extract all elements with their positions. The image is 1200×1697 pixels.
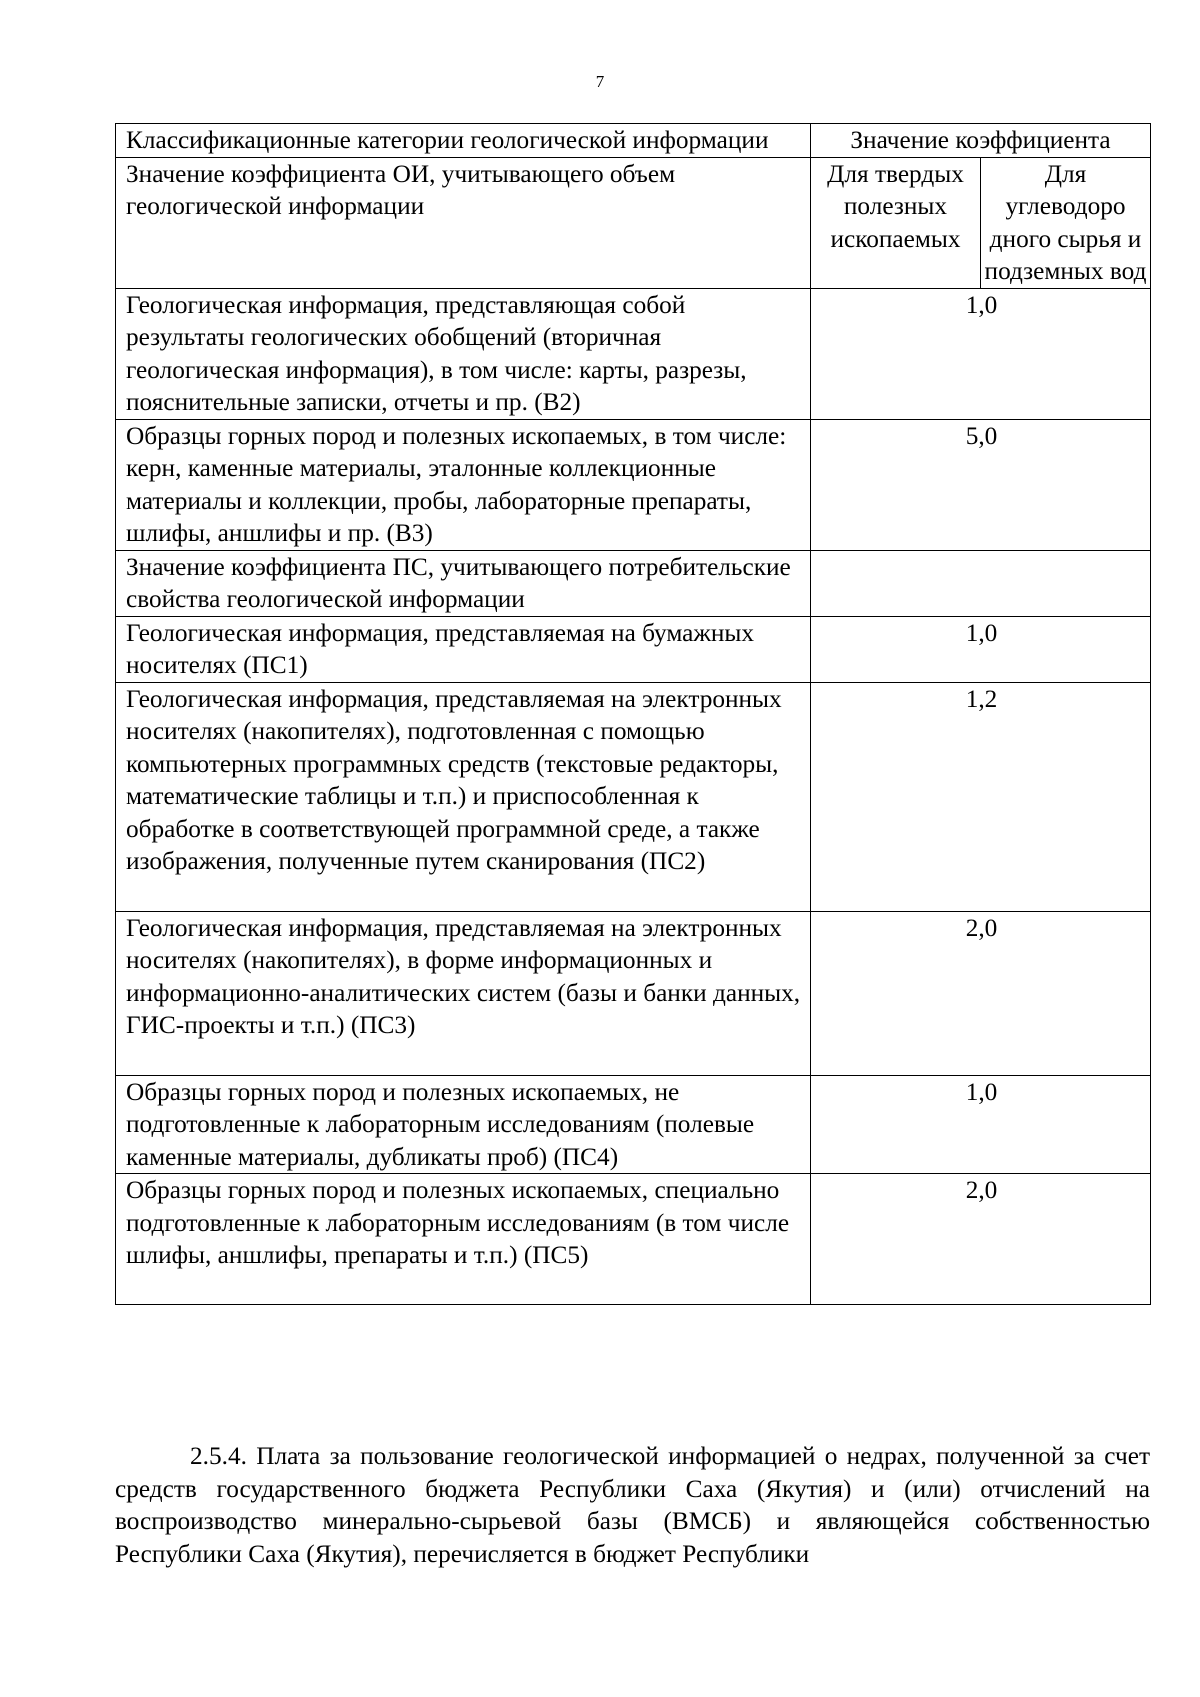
row-description-cell: Образцы горных пород и полезных ископаемых, не подготовленные к лабораторным исследованиям (полевые каменные материалы, дубликаты проб) (ПС4) (116, 1075, 811, 1174)
row-value-cell: 5,0 (811, 419, 1151, 550)
row-description-cell: Геологическая информация, представляемая на электронных носителях (накопителях), в форме информационных и информационно-аналитических систем (базы и банки данных, ГИС-проекты и т.п.) (ПС3) (116, 911, 811, 1075)
header-coefficient-cell: Значение коэффициента (811, 124, 1151, 158)
solid-minerals-header-cell: Для твердых полезных ископаемых (811, 157, 981, 288)
table-row (116, 1075, 1151, 1174)
row-value-cell: 1,2 (811, 682, 1151, 911)
row-value-cell: 1,0 (811, 288, 1151, 419)
body-paragraph: 2.5.4. Плата за пользование геологической информацией о недрах, полученной за счет средств государственного бюджета Республики Саха (Якутия) и (или) отчислений на воспроизводство минерально-сырьевой базы (ВМСБ) и являющейся собственностью Республики Саха (Якутия), перечисляется в бюджет Республики (115, 1442, 1150, 1568)
page-number: 7 (595, 72, 605, 91)
table-row (116, 911, 1151, 1075)
row-value-cell: 2,0 (811, 911, 1151, 1075)
table-row (116, 550, 1151, 616)
row-description-cell: Геологическая информация, представляющая собой результаты геологических обобщений (вторичная геологическая информация), в том числе: карты, разрезы, пояснительные записки, отчеты и пр. (В2) (116, 288, 811, 419)
row-description-cell: Геологическая информация, представляемая на бумажных носителях (ПС1) (116, 616, 811, 682)
table-row (116, 616, 1151, 682)
row-description-cell: Образцы горных пород и полезных ископаемых, в том числе: керн, каменные материалы, эталонные коллекционные материалы и коллекции, пробы, лабораторные препараты, шлифы, аншлифы и пр. (В3) (116, 419, 811, 550)
row-value-cell (811, 550, 1151, 616)
row-description-cell: Образцы горных пород и полезных ископаемых, специально подготовленные к лабораторным исследованиям (в том числе шлифы, аншлифы, препараты и т.п.) (ПС5) (116, 1174, 811, 1305)
row-value-cell: 2,0 (811, 1174, 1151, 1305)
table-row (116, 1174, 1151, 1305)
coefficient-table (115, 123, 1151, 1305)
row-description-cell: Геологическая информация, представляемая на электронных носителях (накопителях), подготовленная с помощью компьютерных программных средств (текстовые редакторы, математические таблицы и т.п.) и приспособленная к обработке в соответствующей программной среде, а также изображения, полученные путем сканирования (ПС2) (116, 682, 811, 911)
table-header-row (116, 124, 1151, 158)
row-value-cell: 1,0 (811, 616, 1151, 682)
oi-label-cell: Значение коэффициента ОИ, учитывающего объем геологической информации (116, 157, 811, 288)
table-row (116, 682, 1151, 911)
table-subheader-row (116, 157, 1151, 288)
header-categories-cell: Классификационные категории геологической информации (116, 124, 811, 158)
row-value-cell: 1,0 (811, 1075, 1151, 1174)
hydrocarbons-header-cell: Для углеводоро дного сырья и подземных вод (981, 157, 1151, 288)
table-row (116, 419, 1151, 550)
row-description-cell: Значение коэффициента ПС, учитывающего потребительские свойства геологической информации (116, 550, 811, 616)
table-row (116, 288, 1151, 419)
